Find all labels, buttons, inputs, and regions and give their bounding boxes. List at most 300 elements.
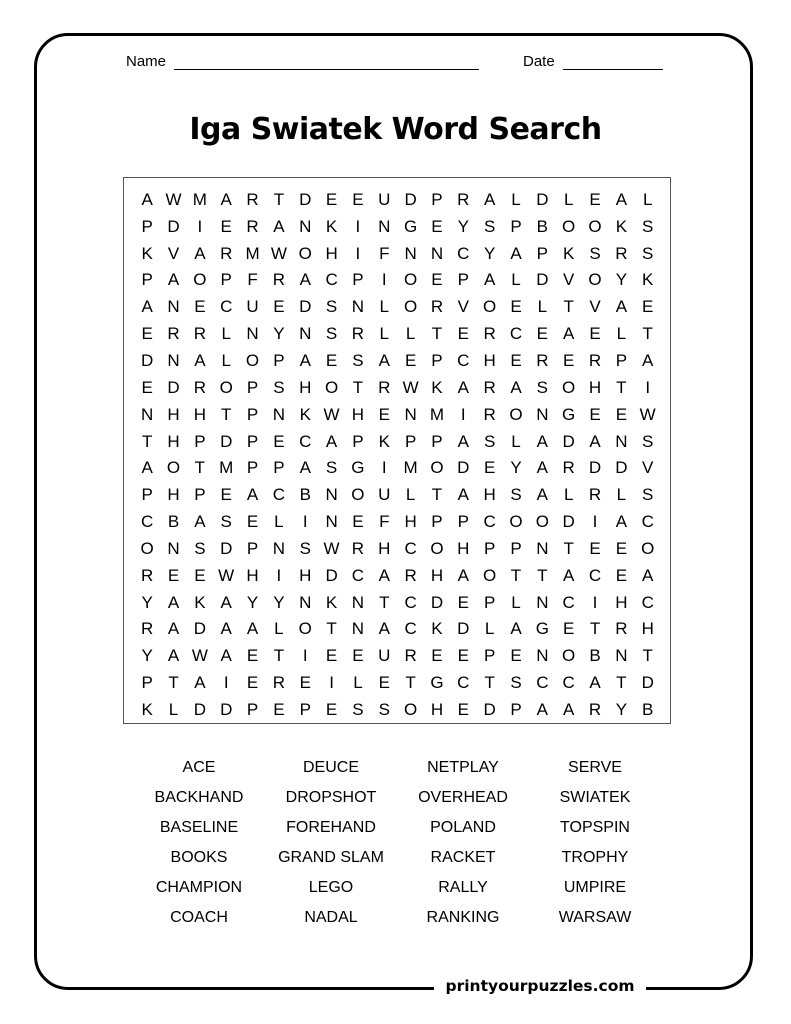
- grid-cell[interactable]: A: [194, 673, 206, 693]
- grid-cell[interactable]: D: [220, 538, 233, 558]
- grid-cell[interactable]: Y: [457, 216, 469, 236]
- grid-cell[interactable]: L: [274, 619, 284, 639]
- grid-cell[interactable]: N: [430, 243, 444, 263]
- grid-cell[interactable]: Y: [273, 324, 285, 344]
- grid-cell[interactable]: R: [483, 377, 496, 397]
- grid-cell[interactable]: T: [431, 485, 443, 505]
- grid-cell[interactable]: S: [483, 431, 496, 451]
- grid-cell[interactable]: T: [616, 377, 627, 397]
- grid-cell[interactable]: C: [457, 673, 470, 693]
- grid-cell[interactable]: L: [563, 189, 574, 209]
- grid-cell[interactable]: D: [404, 189, 417, 209]
- grid-cell[interactable]: E: [510, 646, 522, 666]
- grid-cell[interactable]: N: [167, 350, 180, 370]
- grid-cell[interactable]: A: [167, 619, 180, 639]
- grid-cell[interactable]: O: [430, 458, 444, 478]
- grid-cell[interactable]: E: [589, 324, 601, 344]
- grid-cell[interactable]: A: [167, 270, 180, 290]
- grid-cell[interactable]: L: [511, 431, 521, 451]
- grid-cell[interactable]: A: [194, 512, 206, 532]
- grid-cell[interactable]: R: [167, 324, 180, 344]
- grid-cell[interactable]: P: [483, 646, 496, 666]
- grid-cell[interactable]: A: [220, 646, 232, 666]
- grid-cell[interactable]: G: [562, 404, 576, 424]
- grid-cell[interactable]: N: [351, 297, 365, 317]
- grid-cell[interactable]: A: [510, 619, 522, 639]
- grid-cell[interactable]: N: [299, 592, 312, 612]
- grid-cell[interactable]: S: [352, 350, 364, 370]
- grid-cell[interactable]: W: [323, 404, 340, 424]
- grid-cell[interactable]: V: [457, 297, 469, 317]
- grid-cell[interactable]: D: [457, 619, 470, 639]
- grid-cell[interactable]: V: [589, 297, 601, 317]
- grid-cell[interactable]: E: [246, 512, 259, 532]
- grid-cell[interactable]: P: [246, 699, 259, 719]
- grid-cell[interactable]: F: [379, 512, 390, 532]
- grid-cell[interactable]: D: [141, 350, 154, 370]
- grid-cell[interactable]: N: [141, 404, 154, 424]
- grid-cell[interactable]: K: [141, 699, 153, 719]
- grid-cell[interactable]: D: [536, 270, 549, 290]
- grid-cell[interactable]: I: [223, 673, 229, 693]
- grid-cell[interactable]: R: [483, 404, 496, 424]
- grid-cell[interactable]: Y: [141, 646, 153, 666]
- grid-cell[interactable]: K: [141, 243, 153, 263]
- grid-cell[interactable]: R: [351, 538, 365, 558]
- grid-cell[interactable]: M: [429, 404, 445, 424]
- grid-cell[interactable]: E: [536, 324, 548, 344]
- grid-cell[interactable]: H: [378, 538, 391, 558]
- grid-cell[interactable]: R: [483, 324, 496, 344]
- grid-cell[interactable]: Y: [615, 699, 628, 719]
- grid-cell[interactable]: P: [431, 431, 443, 451]
- grid-cell[interactable]: T: [431, 324, 443, 344]
- grid-cell[interactable]: S: [589, 243, 601, 263]
- grid-cell[interactable]: T: [510, 565, 522, 585]
- grid-cell[interactable]: D: [588, 458, 602, 478]
- grid-cell[interactable]: H: [404, 512, 417, 532]
- grid-cell[interactable]: P: [246, 377, 259, 397]
- grid-cell[interactable]: L: [168, 699, 179, 719]
- grid-cell[interactable]: E: [563, 350, 575, 370]
- grid-cell[interactable]: D: [167, 377, 180, 397]
- grid-cell[interactable]: O: [562, 216, 576, 236]
- grid-cell[interactable]: E: [246, 646, 259, 666]
- grid-cell[interactable]: A: [642, 565, 654, 585]
- grid-cell[interactable]: P: [404, 431, 417, 451]
- grid-cell[interactable]: S: [325, 324, 338, 344]
- grid-cell[interactable]: H: [299, 377, 312, 397]
- grid-cell[interactable]: E: [273, 699, 285, 719]
- grid-cell[interactable]: N: [404, 243, 417, 263]
- grid-cell[interactable]: U: [378, 646, 391, 666]
- grid-cell[interactable]: A: [563, 699, 575, 719]
- grid-cell[interactable]: E: [457, 699, 469, 719]
- grid-cell[interactable]: R: [141, 565, 154, 585]
- grid-cell[interactable]: T: [563, 297, 574, 317]
- grid-cell[interactable]: P: [141, 673, 153, 693]
- grid-cell[interactable]: A: [246, 619, 259, 639]
- grid-cell[interactable]: P: [273, 458, 285, 478]
- grid-cell[interactable]: N: [536, 538, 549, 558]
- grid-cell[interactable]: A: [378, 350, 390, 370]
- grid-cell[interactable]: Y: [510, 458, 522, 478]
- grid-cell[interactable]: L: [379, 297, 389, 317]
- grid-cell[interactable]: S: [299, 538, 311, 558]
- grid-cell[interactable]: Y: [273, 592, 285, 612]
- grid-cell[interactable]: I: [592, 512, 598, 532]
- grid-cell[interactable]: S: [642, 216, 654, 236]
- grid-cell[interactable]: R: [220, 243, 233, 263]
- grid-cell[interactable]: D: [562, 512, 575, 532]
- grid-cell[interactable]: T: [405, 673, 416, 693]
- grid-cell[interactable]: V: [563, 270, 575, 290]
- grid-cell[interactable]: E: [352, 512, 364, 532]
- grid-cell[interactable]: M: [245, 243, 260, 263]
- grid-cell[interactable]: G: [430, 673, 444, 693]
- grid-cell[interactable]: L: [353, 673, 363, 693]
- grid-cell[interactable]: A: [510, 243, 522, 263]
- grid-cell[interactable]: K: [615, 216, 628, 236]
- grid-cell[interactable]: P: [194, 485, 206, 505]
- grid-cell[interactable]: H: [167, 485, 180, 505]
- grid-cell[interactable]: W: [402, 377, 419, 397]
- grid-cell[interactable]: R: [272, 673, 286, 693]
- grid-cell[interactable]: P: [194, 431, 206, 451]
- grid-cell[interactable]: T: [642, 646, 653, 666]
- grid-cell[interactable]: R: [404, 646, 417, 666]
- grid-cell[interactable]: C: [404, 592, 417, 612]
- grid-cell[interactable]: B: [536, 216, 548, 236]
- grid-cell[interactable]: O: [562, 377, 576, 397]
- grid-cell[interactable]: O: [351, 485, 365, 505]
- grid-cell[interactable]: E: [510, 350, 522, 370]
- grid-cell[interactable]: A: [510, 377, 522, 397]
- grid-cell[interactable]: E: [404, 350, 417, 370]
- grid-cell[interactable]: P: [510, 538, 522, 558]
- grid-cell[interactable]: O: [140, 538, 154, 558]
- grid-cell[interactable]: P: [246, 458, 259, 478]
- grid-cell[interactable]: V: [642, 458, 654, 478]
- grid-cell[interactable]: N: [536, 404, 549, 424]
- grid-cell[interactable]: P: [246, 538, 259, 558]
- grid-cell[interactable]: R: [246, 216, 259, 236]
- grid-cell[interactable]: P: [352, 270, 364, 290]
- grid-cell[interactable]: C: [220, 297, 233, 317]
- grid-cell[interactable]: I: [460, 404, 466, 424]
- grid-cell[interactable]: O: [430, 538, 444, 558]
- grid-cell[interactable]: K: [378, 431, 390, 451]
- grid-cell[interactable]: A: [299, 270, 311, 290]
- grid-cell[interactable]: W: [270, 243, 287, 263]
- grid-cell[interactable]: O: [298, 619, 312, 639]
- grid-cell[interactable]: C: [272, 485, 286, 505]
- grid-cell[interactable]: R: [588, 485, 602, 505]
- grid-cell[interactable]: E: [194, 297, 206, 317]
- grid-cell[interactable]: R: [615, 619, 628, 639]
- grid-cell[interactable]: A: [194, 243, 206, 263]
- grid-cell[interactable]: L: [616, 324, 627, 344]
- grid-cell[interactable]: H: [325, 243, 338, 263]
- grid-cell[interactable]: L: [379, 324, 389, 344]
- grid-cell[interactable]: H: [167, 404, 180, 424]
- grid-cell[interactable]: S: [194, 538, 206, 558]
- grid-cell[interactable]: K: [325, 216, 338, 236]
- grid-cell[interactable]: B: [299, 485, 311, 505]
- grid-cell[interactable]: A: [642, 350, 654, 370]
- grid-cell[interactable]: O: [483, 565, 497, 585]
- grid-cell[interactable]: E: [273, 297, 285, 317]
- grid-cell[interactable]: R: [378, 377, 391, 397]
- grid-cell[interactable]: E: [615, 404, 628, 424]
- grid-cell[interactable]: C: [483, 512, 496, 532]
- grid-cell[interactable]: P: [431, 512, 443, 532]
- grid-cell[interactable]: A: [273, 216, 285, 236]
- grid-cell[interactable]: A: [563, 324, 575, 344]
- grid-cell[interactable]: O: [403, 699, 418, 719]
- grid-cell[interactable]: E: [220, 485, 232, 505]
- grid-cell[interactable]: O: [535, 512, 549, 532]
- grid-cell[interactable]: M: [403, 458, 418, 478]
- grid-cell[interactable]: E: [563, 619, 575, 639]
- grid-cell[interactable]: E: [325, 699, 338, 719]
- grid-cell[interactable]: L: [511, 270, 521, 290]
- grid-cell[interactable]: E: [642, 297, 654, 317]
- grid-cell[interactable]: A: [141, 458, 153, 478]
- grid-cell[interactable]: O: [588, 216, 602, 236]
- grid-cell[interactable]: E: [246, 673, 259, 693]
- grid-cell[interactable]: Y: [246, 592, 259, 612]
- grid-cell[interactable]: H: [457, 538, 470, 558]
- grid-cell[interactable]: L: [511, 189, 521, 209]
- grid-cell[interactable]: A: [220, 619, 232, 639]
- grid-cell[interactable]: D: [536, 189, 549, 209]
- grid-cell[interactable]: P: [457, 512, 469, 532]
- grid-cell[interactable]: I: [645, 377, 651, 397]
- grid-cell[interactable]: A: [194, 350, 206, 370]
- grid-cell[interactable]: U: [378, 485, 391, 505]
- grid-cell[interactable]: C: [457, 350, 470, 370]
- grid-cell[interactable]: N: [325, 485, 338, 505]
- grid-cell[interactable]: A: [457, 431, 469, 451]
- grid-cell[interactable]: P: [483, 592, 496, 612]
- grid-cell[interactable]: N: [167, 297, 180, 317]
- grid-cell[interactable]: R: [193, 324, 206, 344]
- grid-cell[interactable]: I: [381, 270, 387, 290]
- grid-cell[interactable]: A: [536, 699, 548, 719]
- grid-cell[interactable]: E: [325, 350, 338, 370]
- grid-cell[interactable]: P: [246, 431, 259, 451]
- grid-cell[interactable]: D: [299, 189, 312, 209]
- grid-cell[interactable]: S: [325, 297, 338, 317]
- grid-cell[interactable]: G: [535, 619, 549, 639]
- grid-cell[interactable]: S: [378, 699, 390, 719]
- grid-cell[interactable]: K: [431, 377, 443, 397]
- grid-cell[interactable]: U: [246, 297, 259, 317]
- grid-cell[interactable]: T: [168, 673, 179, 693]
- grid-cell[interactable]: L: [405, 324, 416, 344]
- grid-cell[interactable]: G: [403, 216, 418, 236]
- grid-cell[interactable]: O: [245, 350, 260, 370]
- grid-cell[interactable]: E: [510, 297, 522, 317]
- grid-cell[interactable]: C: [457, 243, 470, 263]
- grid-cell[interactable]: S: [510, 673, 522, 693]
- grid-cell[interactable]: A: [378, 619, 390, 639]
- grid-cell[interactable]: C: [325, 270, 338, 290]
- grid-cell[interactable]: S: [510, 485, 522, 505]
- grid-cell[interactable]: H: [641, 619, 654, 639]
- grid-cell[interactable]: P: [273, 350, 285, 370]
- grid-cell[interactable]: E: [167, 565, 180, 585]
- grid-cell[interactable]: E: [615, 565, 628, 585]
- grid-cell[interactable]: E: [431, 646, 443, 666]
- grid-cell[interactable]: R: [562, 458, 575, 478]
- grid-cell[interactable]: T: [141, 431, 153, 451]
- grid-cell[interactable]: D: [220, 699, 233, 719]
- grid-cell[interactable]: S: [642, 243, 654, 263]
- grid-cell[interactable]: I: [302, 512, 308, 532]
- grid-cell[interactable]: O: [193, 270, 207, 290]
- grid-cell[interactable]: P: [352, 431, 364, 451]
- grid-cell[interactable]: D: [641, 673, 654, 693]
- grid-cell[interactable]: K: [299, 404, 311, 424]
- grid-cell[interactable]: I: [355, 243, 361, 263]
- grid-cell[interactable]: P: [141, 270, 153, 290]
- grid-cell[interactable]: O: [166, 458, 181, 478]
- grid-cell[interactable]: N: [299, 216, 312, 236]
- grid-cell[interactable]: T: [484, 673, 495, 693]
- grid-cell[interactable]: S: [642, 431, 654, 451]
- grid-cell[interactable]: C: [404, 538, 417, 558]
- grid-cell[interactable]: C: [404, 619, 417, 639]
- grid-cell[interactable]: Y: [141, 592, 153, 612]
- grid-cell[interactable]: S: [642, 485, 654, 505]
- grid-cell[interactable]: A: [299, 458, 311, 478]
- grid-cell[interactable]: T: [537, 565, 548, 585]
- grid-cell[interactable]: W: [191, 646, 208, 666]
- grid-cell[interactable]: N: [615, 646, 628, 666]
- grid-cell[interactable]: E: [299, 673, 311, 693]
- grid-cell[interactable]: Y: [483, 243, 496, 263]
- grid-cell[interactable]: L: [405, 485, 416, 505]
- grid-cell[interactable]: T: [273, 189, 285, 209]
- grid-cell[interactable]: I: [381, 458, 387, 478]
- grid-cell[interactable]: L: [484, 619, 495, 639]
- grid-cell[interactable]: E: [352, 646, 364, 666]
- grid-cell[interactable]: N: [404, 404, 417, 424]
- grid-cell[interactable]: N: [536, 592, 549, 612]
- grid-cell[interactable]: R: [588, 699, 602, 719]
- grid-cell[interactable]: N: [536, 646, 549, 666]
- grid-cell[interactable]: L: [221, 350, 231, 370]
- grid-cell[interactable]: R: [457, 189, 470, 209]
- grid-cell[interactable]: D: [193, 699, 206, 719]
- grid-cell[interactable]: T: [221, 404, 232, 424]
- grid-cell[interactable]: E: [141, 377, 153, 397]
- grid-cell[interactable]: P: [457, 270, 469, 290]
- grid-cell[interactable]: H: [430, 699, 444, 719]
- grid-cell[interactable]: A: [220, 189, 232, 209]
- grid-cell[interactable]: C: [562, 673, 575, 693]
- grid-cell[interactable]: E: [431, 270, 443, 290]
- grid-cell[interactable]: O: [403, 297, 418, 317]
- grid-cell[interactable]: M: [192, 189, 207, 209]
- grid-cell[interactable]: P: [483, 538, 496, 558]
- grid-cell[interactable]: O: [324, 377, 339, 397]
- grid-cell[interactable]: N: [615, 431, 628, 451]
- grid-cell[interactable]: V: [167, 243, 180, 263]
- grid-cell[interactable]: E: [194, 565, 206, 585]
- grid-cell[interactable]: T: [379, 592, 390, 612]
- grid-cell[interactable]: W: [639, 404, 656, 424]
- grid-cell[interactable]: K: [325, 592, 338, 612]
- grid-cell[interactable]: T: [352, 377, 364, 397]
- grid-cell[interactable]: E: [483, 458, 496, 478]
- grid-cell[interactable]: R: [430, 297, 444, 317]
- grid-cell[interactable]: F: [379, 243, 390, 263]
- grid-cell[interactable]: I: [592, 592, 598, 612]
- grid-cell[interactable]: A: [589, 673, 601, 693]
- grid-cell[interactable]: S: [536, 377, 548, 397]
- grid-cell[interactable]: E: [378, 673, 390, 693]
- grid-cell[interactable]: W: [323, 538, 340, 558]
- grid-cell[interactable]: A: [457, 565, 469, 585]
- grid-cell[interactable]: E: [589, 538, 601, 558]
- grid-cell[interactable]: E: [220, 216, 232, 236]
- grid-cell[interactable]: E: [431, 216, 443, 236]
- grid-cell[interactable]: K: [563, 243, 575, 263]
- grid-cell[interactable]: S: [352, 699, 364, 719]
- grid-cell[interactable]: A: [457, 485, 469, 505]
- grid-cell[interactable]: H: [351, 404, 365, 424]
- grid-cell[interactable]: D: [299, 297, 312, 317]
- grid-cell[interactable]: H: [483, 485, 496, 505]
- grid-cell[interactable]: N: [246, 324, 259, 344]
- grid-cell[interactable]: M: [219, 458, 234, 478]
- name-line[interactable]: [174, 55, 479, 70]
- grid-cell[interactable]: C: [509, 324, 523, 344]
- grid-cell[interactable]: P: [431, 350, 443, 370]
- grid-cell[interactable]: E: [589, 404, 601, 424]
- grid-cell[interactable]: C: [588, 565, 602, 585]
- grid-cell[interactable]: L: [274, 512, 284, 532]
- grid-cell[interactable]: A: [141, 297, 153, 317]
- grid-cell[interactable]: H: [193, 404, 206, 424]
- grid-cell[interactable]: A: [483, 189, 496, 209]
- grid-cell[interactable]: I: [355, 216, 361, 236]
- date-line[interactable]: [563, 55, 663, 70]
- grid-cell[interactable]: O: [483, 297, 497, 317]
- grid-cell[interactable]: A: [563, 565, 575, 585]
- grid-cell[interactable]: A: [167, 646, 180, 666]
- grid-cell[interactable]: S: [325, 458, 338, 478]
- grid-cell[interactable]: H: [430, 565, 444, 585]
- grid-cell[interactable]: E: [457, 324, 469, 344]
- grid-cell[interactable]: N: [272, 404, 286, 424]
- grid-cell[interactable]: F: [247, 270, 258, 290]
- grid-cell[interactable]: R: [351, 324, 365, 344]
- grid-cell[interactable]: S: [220, 512, 232, 532]
- grid-cell[interactable]: E: [325, 189, 338, 209]
- grid-cell[interactable]: K: [431, 619, 443, 639]
- grid-cell[interactable]: H: [588, 377, 602, 397]
- grid-cell[interactable]: E: [352, 189, 364, 209]
- grid-cell[interactable]: L: [616, 485, 627, 505]
- grid-cell[interactable]: W: [218, 565, 235, 585]
- grid-cell[interactable]: U: [378, 189, 391, 209]
- grid-cell[interactable]: A: [536, 485, 548, 505]
- grid-cell[interactable]: A: [536, 458, 548, 478]
